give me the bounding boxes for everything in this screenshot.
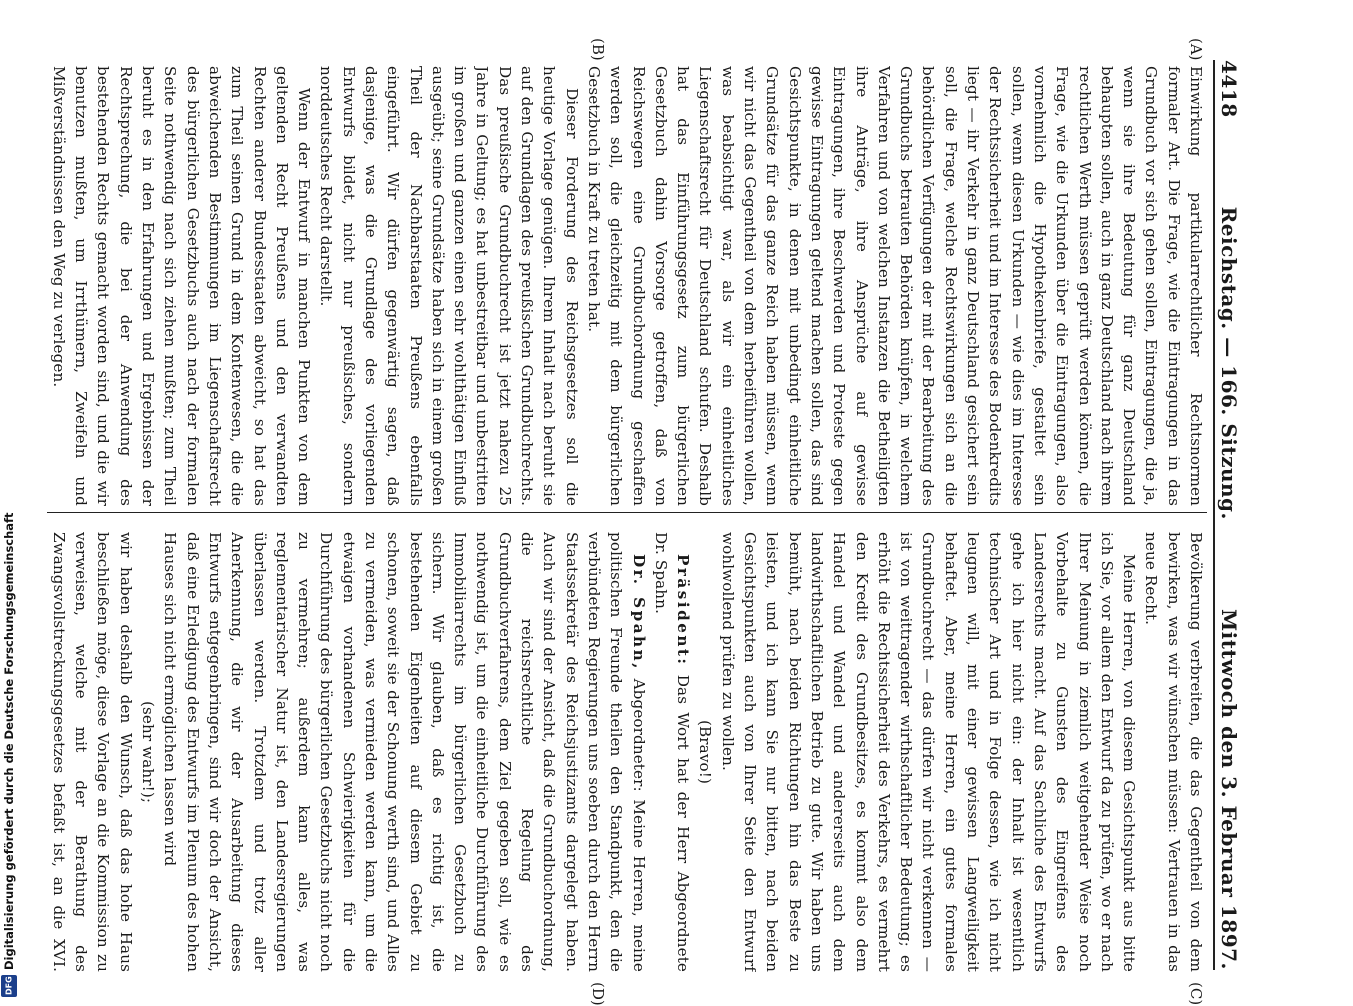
speaker-text: Das Wort hat der Herr Abgeordnete Dr. Spahn. <box>651 532 693 972</box>
page-header <box>1217 60 1257 970</box>
right-column <box>47 532 1207 972</box>
margin-marker-c: (C) <box>1187 982 1205 1006</box>
margin-marker-d: (D) <box>589 982 607 1006</box>
interjection: (Bravo!) <box>696 720 715 784</box>
margin-marker-a: (A) <box>1187 38 1205 61</box>
paragraph: Bevölkerung verbreiten, die das Gegentheil von dem bewirken, was wir wünschen müssen: Vertrauen in das neue Recht. <box>1142 532 1205 972</box>
speaker-paragraph <box>650 532 695 972</box>
credit-text: Digitalisierung gefördert durch die Deutsche Forschungsgemeinschaft <box>2 512 16 970</box>
header-rule <box>1213 60 1215 970</box>
paragraph: Einwirkung partikularrechtlicher Rechtsnormen formaler Art. Die Frage, wie die Eintragungen in das Grundbuch vor sich gehen sollen, Eintragungen, die ja, wenn sie ihre Bedeutung für ganz Deutschland behaupten sollen, auch in ganz Deutschland nach ihrem rechtlichen Werth müssen geprüft werden können, die Frage, wie die Urkunden über die Eintragungen, also vornehmlich die Hypothekenbriefe, gestaltet sein sollen, wenn diesen Urkunden — wie dies im Interesse der Rechtssicherheit und im Interesse des Bodenkredits liegt — ihr Verkehr in ganz Deutschland gesichert sein soll, die Frage, welche Rechtswirkungen sich an die behördlichen Verfügungen der mit der Bearbeitung des Grundbuchs betrauten Behörden knüpfen, in welchem Verfahren und von welchen Instanzen die Betheiligten ihre Anträge, ihre Ansprüche auf gewisse Eintragungen, ihre Beschwerden und Proteste gegen gewisse Eintragungen geltend machen sollen, das sind Gesichtspunkte, in denen mit unbedingt einheitliche Grundsätze für das ganze Reich haben müssen, wenn wir nicht das Gegentheil von dem herbeiführen wollen, was beabsichtigt war, als wir ein einheitliches Liegenschaftsrecht für Deutschland schufen. Deshalb hat das Einführungsgesetz zum bürgerlichen Gesetzbuch dahin Vorsorge getroffen, daß von Reichswegen eine Grundbuchordnung geschaffen werden soll, die gleichzeitig mit dem bürgerlichen Gesetzbuch in Kraft zu treten hat. <box>584 66 1205 506</box>
session-title: Reichstag. — 166. Sitzung. <box>1217 206 1241 521</box>
document-page <box>35 0 1265 1006</box>
paragraph: wir haben deshalb den Wunsch, daß das hohe Haus beschließen möge, diese Vorlage an die Kommission zu verweisen, welche mit der Berathung des Zwangsvollstreckungsgesetzes befaßt ist, an die XVI. <box>49 532 135 972</box>
paragraph <box>47 66 48 506</box>
session-date: Mittwoch den 3. Februar 1897. <box>1217 609 1241 970</box>
left-column <box>47 66 1207 506</box>
speaker-label: Präsident: <box>674 554 693 667</box>
dfg-logo: DFG <box>1 975 17 997</box>
paragraph: Wenn der Entwurf in manchen Punkten von dem geltenden Recht Preußens und den verwandten Rechten anderer Bundesstaaten abweicht, so hat das zum Theil seinen Grund in dem Kontenwesen, die die abweichenden Bestimmungen im Liegenschaftsrecht des bürgerlichen Gesetzbuchs auch nach der formalen Seite nothwendig nach sich ziehen mußten; zum Theil beruht es in den Erfahrungen und Ergebnissen der Rechtsprechung, die bei der Anwendung des bestehenden Rechts gemacht worden sind, und die wir benutzen mußten, um Irrthümern, Zweifeln und Mißverständnissen den Weg zu verlegen. <box>49 66 314 506</box>
page-number: 4418 <box>1217 60 1241 118</box>
column-divider <box>47 512 1207 513</box>
interjection: (sehr wahr!); <box>139 700 158 804</box>
paragraph: Dieser Forderung des Reichsgesetzes soll die heutige Vorlage genügen. Ihrem Inhalt nach beruht sie auf den Grundlagen des preußischen Grundbuchrechts. Das preußische Grundbuchrecht ist jetzt nahezu 25 Jahre in Geltung; es hat unbestreitbar und unbestritten im großen und ganzen einen sehr wohlthätigen Einfluß ausgeübt; seine Grundsätze haben sich in einem großen Theil der Nachbarstaaten Preußens ebenfalls eingeführt. Wir dürfen gegenwärtig sagen, daß dasjenige, was die Grundlage des vorliegenden Entwurfs bildet, nicht nur preußisches, sondern norddeutsches Recht darstellt. <box>317 66 581 506</box>
digitisation-credit <box>0 0 18 1000</box>
margin-marker-b: (B) <box>589 38 607 61</box>
paragraph: Meine Herren, von diesem Gesichtspunkt aus bitte ich Sie, vor allem den Entwurf da zu prüfen, wo er nach Ihrer Meinung in ziemlich weitgehender Weise noch Vorbehalte zu Gunsten des Eingreifens des Landesrechts macht. Auf das Sachliche des Entwurfs gehe ich hier nicht ein: der Inhalt ist wesentlich technischer Art und in Folge dessen, wie ich nicht leugnen will, mit einer gewissen Langweiligkeit behaftet. Aber, meine Herren, ein gutes formales Grundbuchrecht — das dürfen wir nicht verkennen — ist von weittragender wirthschaftlicher Bedeutung; es erhöht die Rechtssicherheit des Verkehrs, es vermehrt den Kredit des Grundbesitzes, es kommt also dem Handel und Wandel und andererseits auch dem landwirthschaftlichen Betrieb zu gute. Wir haben uns bemüht, nach beiden Richtungen hin das Beste zu leisten, und ich kann Sie nur bitten, nach beiden Gesichtspunkten auch von Ihrer Seite den Entwurf wohlwollend prüfen zu wollen. <box>718 532 1139 972</box>
speaker-label: Dr. Spahn, <box>629 554 648 671</box>
speaker-text: Abgeordneter: Meine Herren, meine politischen Freunde theilen den Standpunkt, den die verbündeten Regierungen uns soeben durch den Herrn Staatssekretär des Reichsjustizamts dargelegt haben. Auch wir sind der Ansicht, daß die Grundbuchordnung, die reichsrechtliche Regelung des Grundbuchverfahrens, dem Ziel gegeben soll, wie es nothwendig ist, um die einheitliche Durchführung des Immobiliarrechts im bürgerlichen Gesetzbuch zu sichern. Wir glauben, daß es richtig ist, die bestehenden Eigenheiten auf diesem Gebiet zu schonen, soweit sie der Schonung werth sind, und Alles zu vermeiden, was vermieden werden kann, um die etwaigen vorhandenen Schwierigkeiten für die Durchführung des bürgerlichen Gesetzbuchs nicht noch zu vermehren; außerdem kann alles, was reglementarischer Natur ist, den Landesregierungen überlassen werden. Trotzdem und trotz aller Anerkennung, die wir der Ausarbeitung dieses Entwurfs entgegenbringen, sind wir doch der Ansicht, daß eine Erledigung des Entwurfs im Plenum des hohen Hauses sich nicht ermöglichen lassen wird <box>161 532 648 972</box>
speaker-paragraph <box>159 532 650 972</box>
